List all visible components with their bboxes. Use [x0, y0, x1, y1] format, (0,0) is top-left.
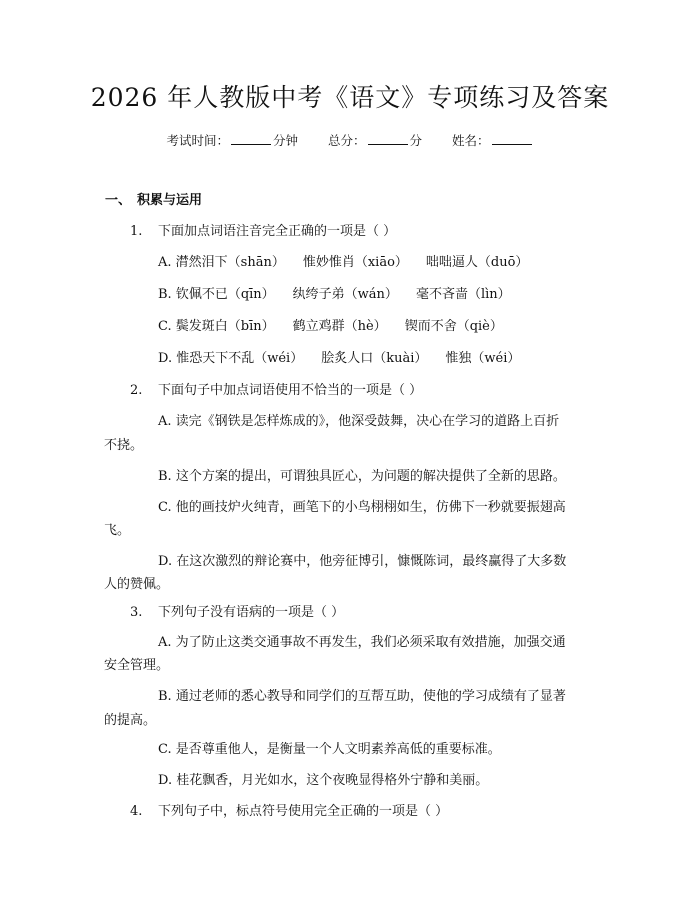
section-number: 一、	[105, 193, 132, 208]
name-label: 姓名：	[451, 133, 490, 148]
q3-option-a: A. 为了防止这类交通事故不再发生，我们必须采取有效措施，加强交通	[158, 635, 566, 650]
name-blank	[492, 131, 532, 145]
q3-option-b: B. 通过老师的悉心教导和同学们的互帮互助，使他的学习成绩有了显著	[158, 689, 566, 704]
time-label: 考试时间：	[166, 133, 229, 148]
score-label: 总分：	[327, 133, 366, 148]
question-1	[130, 222, 396, 242]
score-blank	[368, 131, 408, 145]
time-unit: 分钟	[273, 133, 299, 148]
q2-option-a-cont: 不挠。	[104, 438, 144, 453]
q2-option-b: B. 这个方案的提出，可谓独具匠心，为问题的解决提供了全新的思路。	[158, 469, 566, 484]
q2-option-c-cont: 飞。	[104, 523, 131, 538]
q2-option-a: A. 读完《钢铁是怎样炼成的》，他深受鼓舞，决心在学习的道路上百折	[158, 414, 560, 429]
question-4	[130, 802, 448, 822]
question-stem: 下面加点词语注音完全正确的一项是（ ）	[158, 224, 397, 239]
q3-option-d: D. 桂花飘香，月光如水，这个夜晚显得格外宁静和美丽。	[158, 773, 489, 788]
section-heading	[105, 191, 202, 211]
question-number: 3.	[130, 605, 143, 620]
q3-option-a-cont: 安全管理。	[104, 658, 170, 673]
question-number: 4.	[130, 804, 143, 819]
q3-option-b-cont: 的提高。	[104, 713, 157, 728]
question-stem: 下面句子中加点词语使用不恰当的一项是（ ）	[158, 383, 423, 398]
time-blank	[231, 131, 271, 145]
q1-option-d: D. 惟恐天下不乱（wéi） 脍炙人口（kuài） 惟独（wéi）	[158, 351, 521, 366]
question-number: 1.	[130, 224, 143, 239]
question-stem: 下列句子中，标点符号使用完全正确的一项是（ ）	[158, 804, 449, 819]
q2-option-d: D. 在这次激烈的辩论赛中，他旁征博引，慷慨陈词，最终赢得了大多数	[158, 554, 567, 569]
score-unit: 分	[409, 133, 423, 148]
question-2	[130, 381, 422, 401]
section-title: 积累与运用	[137, 193, 203, 208]
exam-meta	[0, 131, 700, 151]
question-3	[130, 603, 344, 623]
q1-option-b: B. 钦佩不已（qīn） 纨绔子弟（wán） 毫不吝啬（lìn）	[158, 287, 511, 302]
page-title: 2026 年人教版中考《语文》专项练习及答案	[90, 83, 610, 112]
q3-option-c: C. 是否尊重他人，是衡量一个人文明素养高低的重要标准。	[158, 742, 501, 757]
q1-option-a: A. 潸然泪下（shān） 惟妙惟肖（xiāo） 咄咄逼人（duō）	[158, 255, 529, 270]
q2-option-c: C. 他的画技炉火纯青，画笔下的小鸟栩栩如生，仿佛下一秒就要振翅高	[158, 500, 566, 515]
q2-option-d-cont: 人的赞佩。	[104, 577, 170, 592]
question-number: 2.	[130, 383, 143, 398]
question-stem: 下列句子没有语病的一项是（ ）	[158, 605, 345, 620]
q1-option-c: C. 鬓发斑白（bīn） 鹤立鸡群（hè） 锲而不舍（qiè）	[158, 319, 503, 334]
